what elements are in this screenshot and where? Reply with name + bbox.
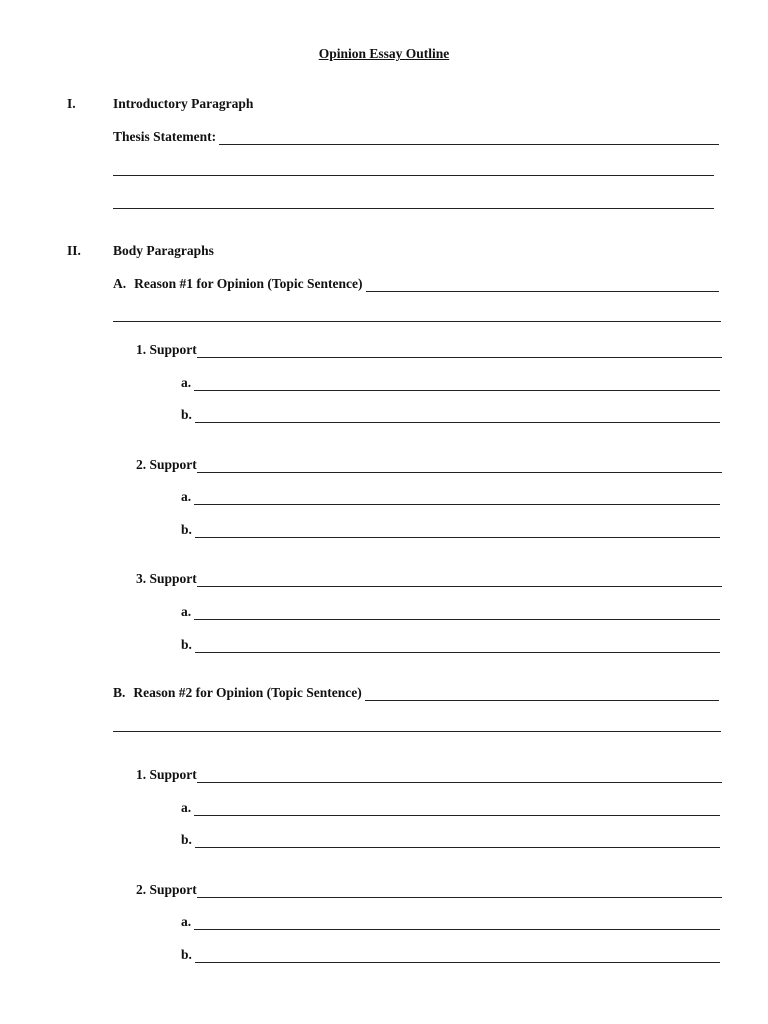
support-a2-a-label: a.: [181, 489, 192, 504]
thesis-blank-line-3[interactable]: [113, 208, 714, 209]
support-b1-b-label: b.: [181, 832, 192, 847]
reason-a-label: Reason #1 for Opinion (Topic Sentence): [134, 276, 363, 291]
support-a3-a-label: a.: [181, 604, 192, 619]
reason-b-blank[interactable]: [365, 688, 719, 701]
support-a1-b-blank[interactable]: [195, 410, 720, 423]
support-b2-a-row: [181, 914, 720, 930]
support-b1-label: 1. Support: [136, 767, 197, 782]
support-a2-b-row: [181, 522, 720, 538]
reason-a-blank-line-2[interactable]: [113, 321, 721, 322]
support-b1-a-row: [181, 800, 720, 816]
reason-b-label: Reason #2 for Opinion (Topic Sentence): [133, 685, 362, 700]
page-title: Opinion Essay Outline: [318, 46, 450, 61]
support-a1-row: [136, 342, 722, 358]
support-b2-blank[interactable]: [197, 885, 722, 898]
support-a1-a-label: a.: [181, 375, 192, 390]
reason-a-blank[interactable]: [366, 279, 719, 292]
reason-a-letter: A.: [113, 276, 127, 291]
support-a2-a-blank[interactable]: [194, 492, 720, 505]
support-b2-b-row: [181, 947, 720, 963]
support-b2-row: [136, 882, 722, 898]
support-a2-label: 2. Support: [136, 457, 197, 472]
support-b2-label: 2. Support: [136, 882, 197, 897]
support-b1-blank[interactable]: [197, 770, 722, 783]
support-b1-a-blank[interactable]: [194, 803, 720, 816]
support-a1-label: 1. Support: [136, 342, 197, 357]
reason-b-row: [113, 685, 719, 701]
support-a1-b-row: [181, 407, 720, 423]
reason-a-row: [113, 276, 719, 292]
support-a3-blank[interactable]: [197, 574, 722, 587]
support-a3-b-label: b.: [181, 637, 192, 652]
section-heading-body: Body Paragraphs: [113, 243, 214, 258]
reason-b-letter: B.: [113, 685, 126, 700]
support-b1-b-blank[interactable]: [195, 835, 720, 848]
support-a3-b-row: [181, 637, 720, 653]
support-a2-b-label: b.: [181, 522, 192, 537]
support-b1-row: [136, 767, 722, 783]
support-a2-a-row: [181, 489, 720, 505]
support-a1-b-label: b.: [181, 407, 192, 422]
support-b2-a-label: a.: [181, 914, 192, 929]
support-a3-label: 3. Support: [136, 571, 197, 586]
thesis-blank[interactable]: [219, 132, 719, 145]
support-a3-a-blank[interactable]: [194, 607, 720, 620]
support-a3-a-row: [181, 604, 720, 620]
thesis-blank-line-2[interactable]: [113, 175, 714, 176]
support-a3-row: [136, 571, 722, 587]
support-a2-blank[interactable]: [197, 460, 722, 473]
section-heading-intro: Introductory Paragraph: [113, 96, 254, 111]
reason-b-blank-line-2[interactable]: [113, 731, 721, 732]
section-numeral-body: II.: [67, 243, 81, 258]
support-b2-b-label: b.: [181, 947, 192, 962]
section-numeral-intro: I.: [67, 96, 76, 111]
support-b1-a-label: a.: [181, 800, 192, 815]
support-a3-b-blank[interactable]: [195, 640, 720, 653]
thesis-label: Thesis Statement:: [113, 129, 217, 144]
support-b2-a-blank[interactable]: [194, 917, 720, 930]
support-a1-blank[interactable]: [197, 345, 722, 358]
support-a1-a-blank[interactable]: [194, 378, 720, 391]
support-a2-b-blank[interactable]: [195, 525, 720, 538]
support-a2-row: [136, 457, 722, 473]
thesis-row: [113, 129, 719, 145]
support-b1-b-row: [181, 832, 720, 848]
support-a1-a-row: [181, 375, 720, 391]
support-b2-b-blank[interactable]: [195, 950, 720, 963]
